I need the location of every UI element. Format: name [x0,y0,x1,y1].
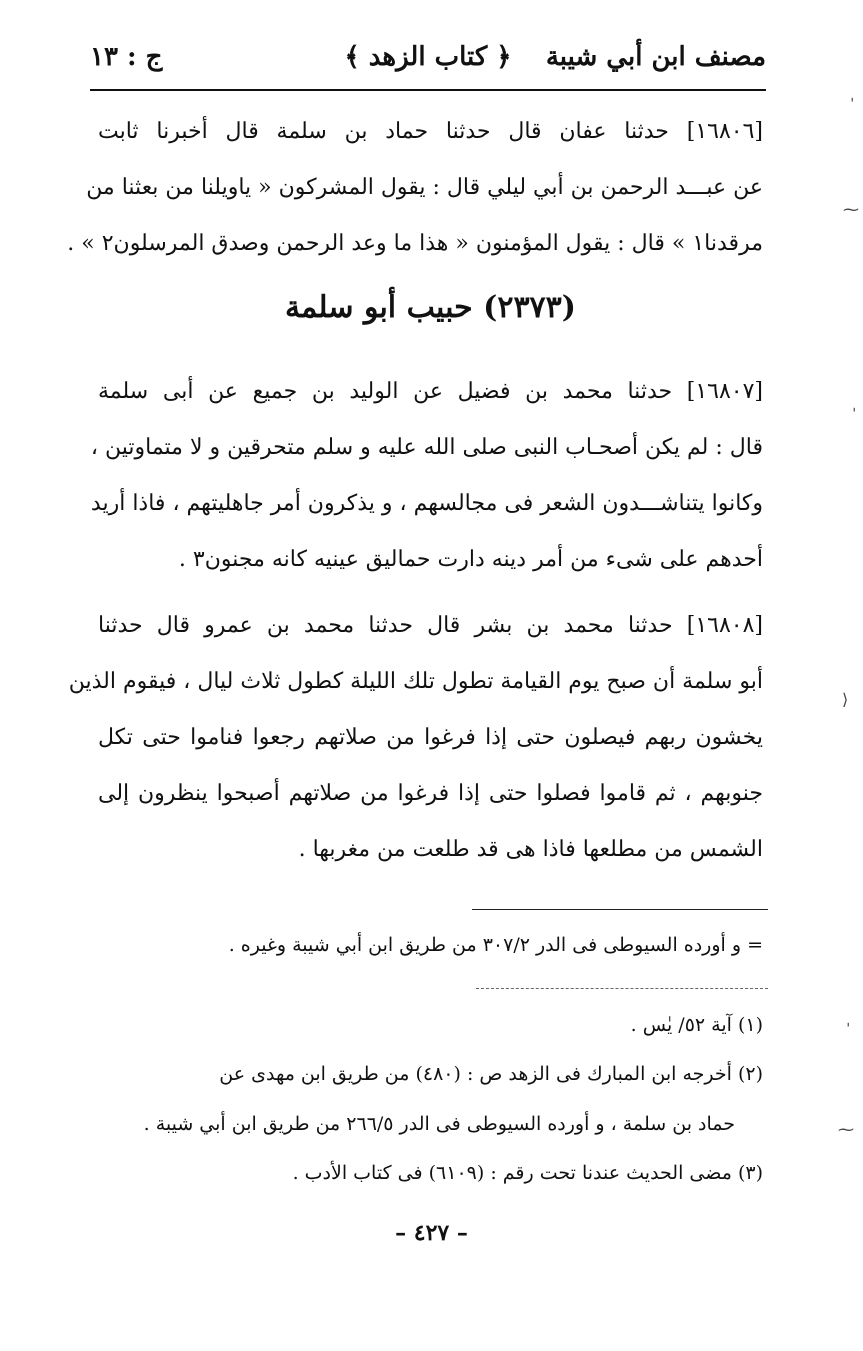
hadith-16806 [67,104,763,272]
footnote-1: (١) آية ٥٢/ يٰس . [630,1014,763,1036]
hadith-16807 [90,364,763,588]
text-line: مرقدنا١ » قال : يقول المؤمنون « هذا ما وعد الرحمن وصدق المرسلون٢ » . [67,231,763,256]
footnote-3: (٣) مضى الحديث عندنا تحت رقم : (٦١٠٩) فى كتاب الأدب . [292,1162,763,1184]
footnote-separator [472,909,768,910]
scan-mark: ˈ [850,95,855,114]
header-rule [90,89,766,91]
text-line: الشمس من مطلعها فاذا هى قد طلعت من مغربها . [298,837,763,862]
text-line: وكانوا يتناشـــدون الشعر فى مجالسهم ، و يذكرون أمر جاهليتهم ، فاذا أريد [90,491,763,516]
scan-mark: ˈ [852,405,857,424]
text-line: جنوبهم ، ثم قاموا فصلوا حتى إذا فرغوا من صلاتهم أصبحوا ينظرون إلى [98,781,763,806]
scan-mark: ⟩ [842,690,849,709]
scan-mark: ⁓ [838,1120,854,1139]
text-line: أبو سلمة أن صبح يوم القيامة تطول تلك الليلة كطول ثلاث ليال ، فيقوم الذين [68,669,763,694]
scan-mark: ˈ [846,1020,851,1039]
running-header [90,38,766,88]
text-line: [١٦٨٠٧] حدثنا محمد بن فضيل عن الوليد بن جميع عن أبى سلمة [98,379,763,404]
footnote-2: (٢) أخرجه ابن المبارك فى الزهد ص : (٤٨٠) من طريق ابن مهدى عن [219,1063,763,1085]
text-line: [١٦٨٠٦] حدثنا عفان قال حدثنا حماد بن سلمة قال أخبرنا ثابت [98,119,763,144]
footnote-dashed-rule [476,988,768,989]
text-line: قال : لم يكن أصحـاب النبى صلى الله عليه و سلم متحرقين و لا متماوتين ، [90,435,763,460]
text-line: أحدهم على شىء من أمر دينه دارت حماليق عينيه كانه مجنون٣ . [178,547,763,572]
text-line: [١٦٨٠٨] حدثنا محمد بن بشر قال حدثنا محمد بن عمرو قال حدثنا [98,613,763,638]
section-heading: (٢٣٧٣) حبيب أبو سلمة [285,290,576,325]
text-line: عن عبـــد الرحمن بن أبي ليلي قال : يقول المشركون « ياويلنا من بعثنا من [86,175,763,200]
hadith-16808 [68,598,763,878]
footnote-continuation: = و أورده السيوطى فى الدر ٣٠٧/٢ من طريق ابن أبي شيبة وغيره . [228,934,763,956]
text-line: يخشون ربهم فيصلون حتى إذا فرغوا من صلاتهم رجعوا فناموا حتى تكل [98,725,763,750]
chapter-title: ﴿ كتاب الزهد ﴾ [344,42,512,72]
scan-mark: ⁓ [843,200,859,219]
footnote-2-continued: حماد بن سلمة ، و أورده السيوطى فى الدر ٢٦٦/٥ من طريق ابن أبي شيبة . [143,1113,735,1135]
book-title: مصنف ابن أبي شيبة [545,42,766,72]
volume-number: ج : ١٣ [90,42,163,72]
page-number: – ٤٢٧ – [395,1220,468,1246]
